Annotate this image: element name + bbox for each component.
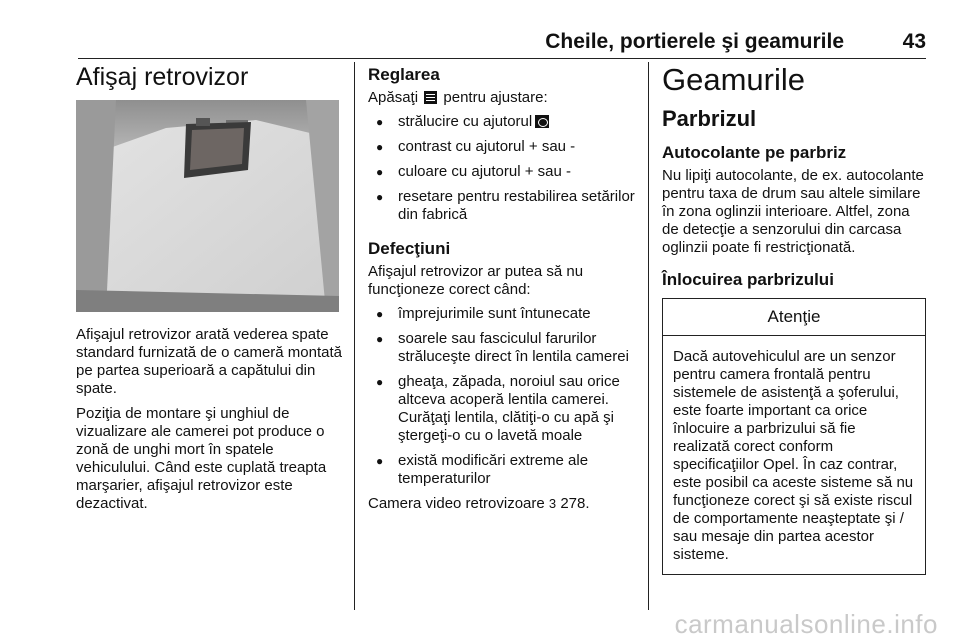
rear-view-display-illustration — [76, 100, 339, 312]
attention-body: Dacă autovehiculul are un senzor pentru camera frontală pentru sistemele de asistenţă a şoferului, este foarte important ca orice înlocuire a parbrizului să fie realizată corect conform specificaţiilor Opel. În caz contrar, este posibil ca aceste sisteme să nu funcţioneze corect şi să existe riscul de comportamente neaşteptate şi / sau mesaje din partea acestor sisteme. — [673, 348, 914, 563]
list-item: ● împrejurimile sunt întunecate — [368, 305, 638, 323]
section-heading-rear-view-display: Afişaj retrovizor — [76, 63, 249, 91]
column-rear-view-display — [76, 62, 342, 520]
camera-reference: Camera video retrovizoare 3 278. — [368, 495, 590, 512]
list-item: ● strălucire cu ajutorul — [368, 113, 638, 131]
column-divider — [648, 62, 649, 610]
watermark: carmanualsonline.info — [674, 609, 938, 639]
fault-list — [368, 305, 638, 488]
chapter-heading-windows: Geamurile — [662, 62, 805, 97]
windscreen-stickers-text: Nu lipiţi autocolante, de ex. autocolante pentru taxa de drum sau altele similare în zona oglinzii interioare. Altfel, zona de detecţie a senzorului din carcasa oglinzii poate fi restricţionată. — [662, 167, 924, 256]
rear-view-description: Afişajul retrovizor arată vederea spate standard furnizată de o cameră montată pe partea superioară a capătului din spate. — [76, 326, 342, 397]
fault-intro: Afişajul retrovizor ar putea să nu funcţioneze corect când: — [368, 263, 584, 298]
list-item: ● gheaţa, zăpada, noroiul sau orice altceva acoperă lentila camerei. Curăţaţi lentila, clătiţi-o cu apă şi ştergeţi-o cu o lavetă moale — [368, 373, 638, 445]
brightness-icon — [535, 115, 549, 128]
page-number: 43 — [902, 30, 926, 53]
column-windows — [662, 62, 926, 575]
attention-box — [662, 298, 926, 575]
list-item: ● culoare cu ajutorul + sau - — [368, 163, 638, 181]
adjust-intro-before: Apăsaţi — [368, 89, 419, 106]
column-divider — [354, 62, 355, 610]
column-adjustment — [368, 62, 638, 520]
blind-spot-note: Poziţia de montare şi unghiul de vizualizare ale camerei pot produce o zonă de unghi mort în spatele vehiculului. Când este cuplată treapta marşarier, afişajul retrovizor este dezactivat. — [76, 405, 327, 512]
list-item: ● resetare pentru restabilirea setărilor din fabrică — [368, 188, 638, 224]
list-item: ● soarele sau fasciculul farurilor străluceşte direct în lentila camerei — [368, 330, 638, 366]
attention-title: Atenţie — [663, 299, 925, 336]
menu-button-icon — [424, 91, 437, 104]
list-item: ● contrast cu ajutorul + sau - — [368, 138, 638, 156]
section-heading-adjustment: Reglarea — [368, 65, 440, 84]
subheading-windscreen: Parbrizul — [662, 106, 757, 131]
section-heading-windscreen-stickers: Autocolante pe parbriz — [662, 143, 847, 162]
section-heading-faults: Defecţiuni — [368, 239, 451, 258]
rear-view-display-photo — [76, 100, 339, 312]
list-item: ● există modificări extreme ale temperaturilor — [368, 452, 638, 488]
adjust-intro-after: pentru ajustare: — [443, 89, 548, 106]
adjust-intro — [368, 89, 638, 107]
page-header-title: Cheile, portierele şi geamurile — [545, 30, 844, 53]
page-header — [78, 22, 926, 59]
page-reference-arrow-icon: 3 — [548, 496, 557, 511]
adjust-list — [368, 113, 638, 224]
section-heading-windscreen-replacement: Înlocuirea parbrizului — [662, 270, 834, 289]
